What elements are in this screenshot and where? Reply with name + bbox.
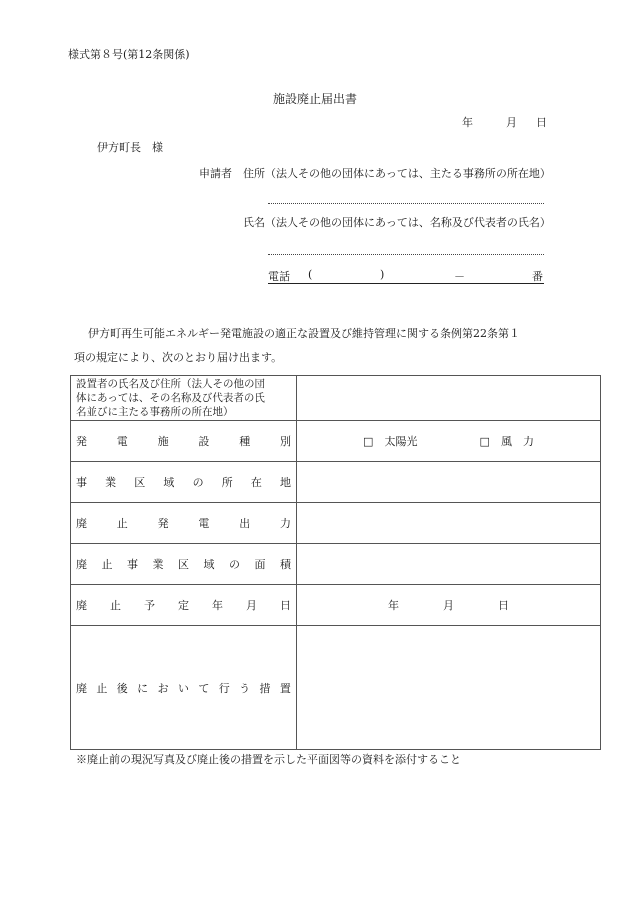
- abolished-output-field[interactable]: [297, 503, 601, 544]
- phone-dash: －: [454, 270, 465, 283]
- facility-type-field: [297, 421, 601, 462]
- footnote: ※廃止前の現況写真及び廃止後の措置を示した平面図等の資料を添付すること: [76, 753, 461, 766]
- address-label: 住所（法人その他の団体にあっては、主たる事務所の所在地）: [243, 167, 551, 180]
- abolished-output-label: 廃 止 発 電 出 力: [71, 503, 297, 544]
- addressee: 伊方町長 様: [97, 141, 163, 154]
- solar-checkbox[interactable]: □ 太陽光: [363, 435, 418, 448]
- phone-open-paren: (: [308, 268, 313, 281]
- phone-close-paren: ): [380, 268, 385, 281]
- table-row: [71, 462, 601, 503]
- table-row: [71, 626, 601, 750]
- project-location-field[interactable]: [297, 462, 601, 503]
- address-entry-line[interactable]: [268, 203, 544, 204]
- name-label: 氏名（法人その他の団体にあっては、名称及び代表者の氏名）: [243, 216, 551, 229]
- applicant-label: 申請者: [199, 167, 232, 180]
- post-abolition-measures-field[interactable]: [297, 626, 601, 750]
- abolished-area-field[interactable]: [297, 544, 601, 585]
- installer-name-label: 設置者の氏名及び住所（法人その他の団 体にあっては、その名称及び代表者の氏 名並びに主たる事務所の所在地）: [71, 376, 297, 421]
- date-day: 日: [536, 116, 547, 129]
- body-line-1: 伊方町再生可能エネルギー発電施設の適正な設置及び維持管理に関する条例第22条第１: [88, 327, 520, 340]
- table-row: [71, 544, 601, 585]
- table-row: [71, 376, 601, 421]
- table-row: [71, 503, 601, 544]
- facility-type-label: 発 電 施 設 種 別: [71, 421, 297, 462]
- name-entry-line[interactable]: [268, 254, 544, 255]
- form-table: [70, 375, 601, 750]
- date-line: [462, 114, 547, 130]
- body-line-2: 項の規定により、次のとおり届け出ます。: [74, 351, 283, 364]
- phone-label: 電話: [268, 270, 290, 283]
- planned-date-label: 廃 止 予 定 年 月 日: [71, 585, 297, 626]
- date-month: 月: [506, 116, 517, 129]
- abolished-area-label: 廃 止 事 業 区 域 の 面 積: [71, 544, 297, 585]
- document-title: 施設廃止届出書: [272, 92, 357, 106]
- post-abolition-measures-label: 廃 止 後 に お い て 行 う 措 置: [71, 626, 297, 750]
- date-year: 年: [462, 116, 473, 129]
- table-row: [71, 421, 601, 462]
- wind-checkbox[interactable]: □ 風 力: [479, 435, 534, 448]
- project-location-label: 事 業 区 域 の 所 在 地: [71, 462, 297, 503]
- table-row: [71, 585, 601, 626]
- planned-date-field[interactable]: 年 月 日: [297, 585, 601, 626]
- form-number: 様式第８号(第12条関係): [68, 48, 190, 61]
- installer-name-field[interactable]: [297, 376, 601, 421]
- phone-suffix: 番: [532, 270, 543, 283]
- body-text: [74, 322, 554, 370]
- phone-row[interactable]: [268, 268, 544, 284]
